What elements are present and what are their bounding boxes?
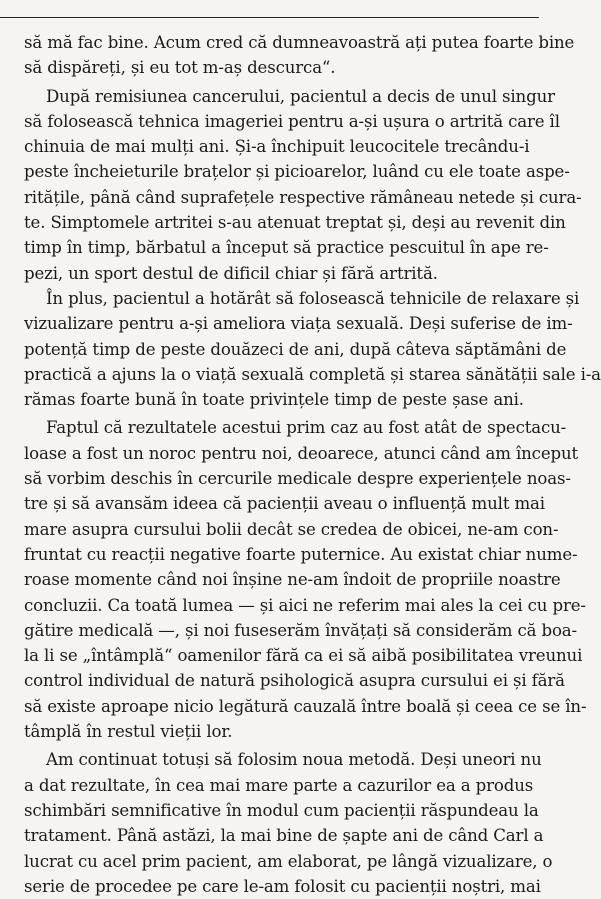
text-line: roase momente când noi înșine ne-am îndoit de propriile noastre: [24, 570, 561, 590]
text-line: pezi, un sport destul de dificil chiar și fără artrită.: [24, 263, 438, 283]
paragraph-2: [24, 84, 582, 286]
text-line: tâmplă în restul vieții lor.: [24, 722, 233, 742]
text-line: să folosească tehnica imageriei pentru a-și ușura o artrită care îl: [24, 111, 560, 131]
text-line: tre și să avansăm ideea că pacienții aveau o influență mult mai: [24, 494, 545, 514]
text-line: a dat rezultate, în cea mai mare parte a cazurilor ea a produs: [24, 775, 534, 795]
text-line: fruntat cu reacții negative foarte puternice. Au existat chiar nume-: [24, 544, 578, 564]
text-line: te. Simptomele artritei s-au atenuat treptat și, deși au revenit din: [24, 213, 566, 233]
text-line: să existe aproape nicio legătură cauzală între boală și ceea ce se în-: [24, 696, 587, 716]
text-line: control individual de natură psihologică asupra cursului ei și fără: [24, 671, 565, 691]
paragraph-1: [24, 30, 575, 81]
text-line: schimbări semnificative în modul cum pacienții răspundeau la: [24, 800, 539, 820]
book-page-text: [24, 30, 601, 899]
text-line: Am continuat totuși să folosim noua metodă. Deși uneori nu: [46, 750, 542, 770]
text-line: timp în timp, bărbatul a început să practice pescuitul în ape re-: [24, 238, 549, 258]
text-line: chinuia de mai mulți ani. Și-a închipuit leucocitele trecându-i: [24, 137, 530, 157]
text-line: tratament. Până astăzi, la mai bine de șapte ani de când Carl a: [24, 826, 544, 846]
paragraph-3: [24, 286, 601, 412]
top-rule: [0, 17, 539, 18]
text-line: peste încheieturile brațelor și picioarelor, luând cu ele toate aspe-: [24, 162, 570, 182]
text-line: După remisiunea cancerului, pacientul a decis de unul singur: [46, 86, 555, 106]
text-line: loase a fost un noroc pentru noi, deoarece, atunci când am început: [24, 443, 579, 463]
text-line: potență timp de peste douăzeci de ani, după câteva săptămâni de: [24, 339, 567, 359]
text-line: rămas foarte bună în toate privințele timp de peste șase ani.: [24, 390, 524, 410]
text-line: să mă fac bine. Acum cred că dumneavoastră ați putea foarte bine: [24, 33, 575, 52]
text-line: să dispăreți, și eu tot m-aș descurca“.: [24, 58, 336, 78]
text-line: concluzii. Ca toată lumea — și aici ne referim mai ales la cei cu pre-: [24, 595, 586, 615]
paragraph-4: [24, 415, 587, 744]
text-line: lucrat cu acel prim pacient, am elaborat, pe lângă vizualizare, o: [24, 851, 553, 871]
text-line: gătire medicală —, și noi fuseserăm învățați să considerăm că boa-: [24, 620, 577, 640]
text-line: să vorbim deschis în cercurile medicale despre experiențele noas-: [24, 469, 571, 489]
text-line: ritățile, până când suprafețele respective rămâneau netede și cura-: [24, 187, 582, 207]
text-line: vizualizare pentru a-și ameliora viața sexuală. Deși suferise de im-: [24, 314, 573, 334]
text-line: la li se „întâmplă“ oamenilor fără ca ei să aibă posibilitatea vreunui: [24, 646, 583, 666]
text-line: În plus, pacientul a hotărât să folosească tehnicile de relaxare și: [46, 288, 580, 308]
text-line: mare asupra cursului bolii decât se credea de obicei, ne-am con-: [24, 519, 559, 539]
text-line: Faptul că rezultatele acestui prim caz au fost atât de spectacu-: [46, 418, 567, 438]
text-line: practică a ajuns la o viață sexuală completă și starea sănătății sale i-a: [24, 364, 601, 384]
paragraph-5: [24, 747, 553, 899]
text-line: serie de procedee pe care le-am folosit cu pacienții noștri, mai: [24, 876, 541, 896]
